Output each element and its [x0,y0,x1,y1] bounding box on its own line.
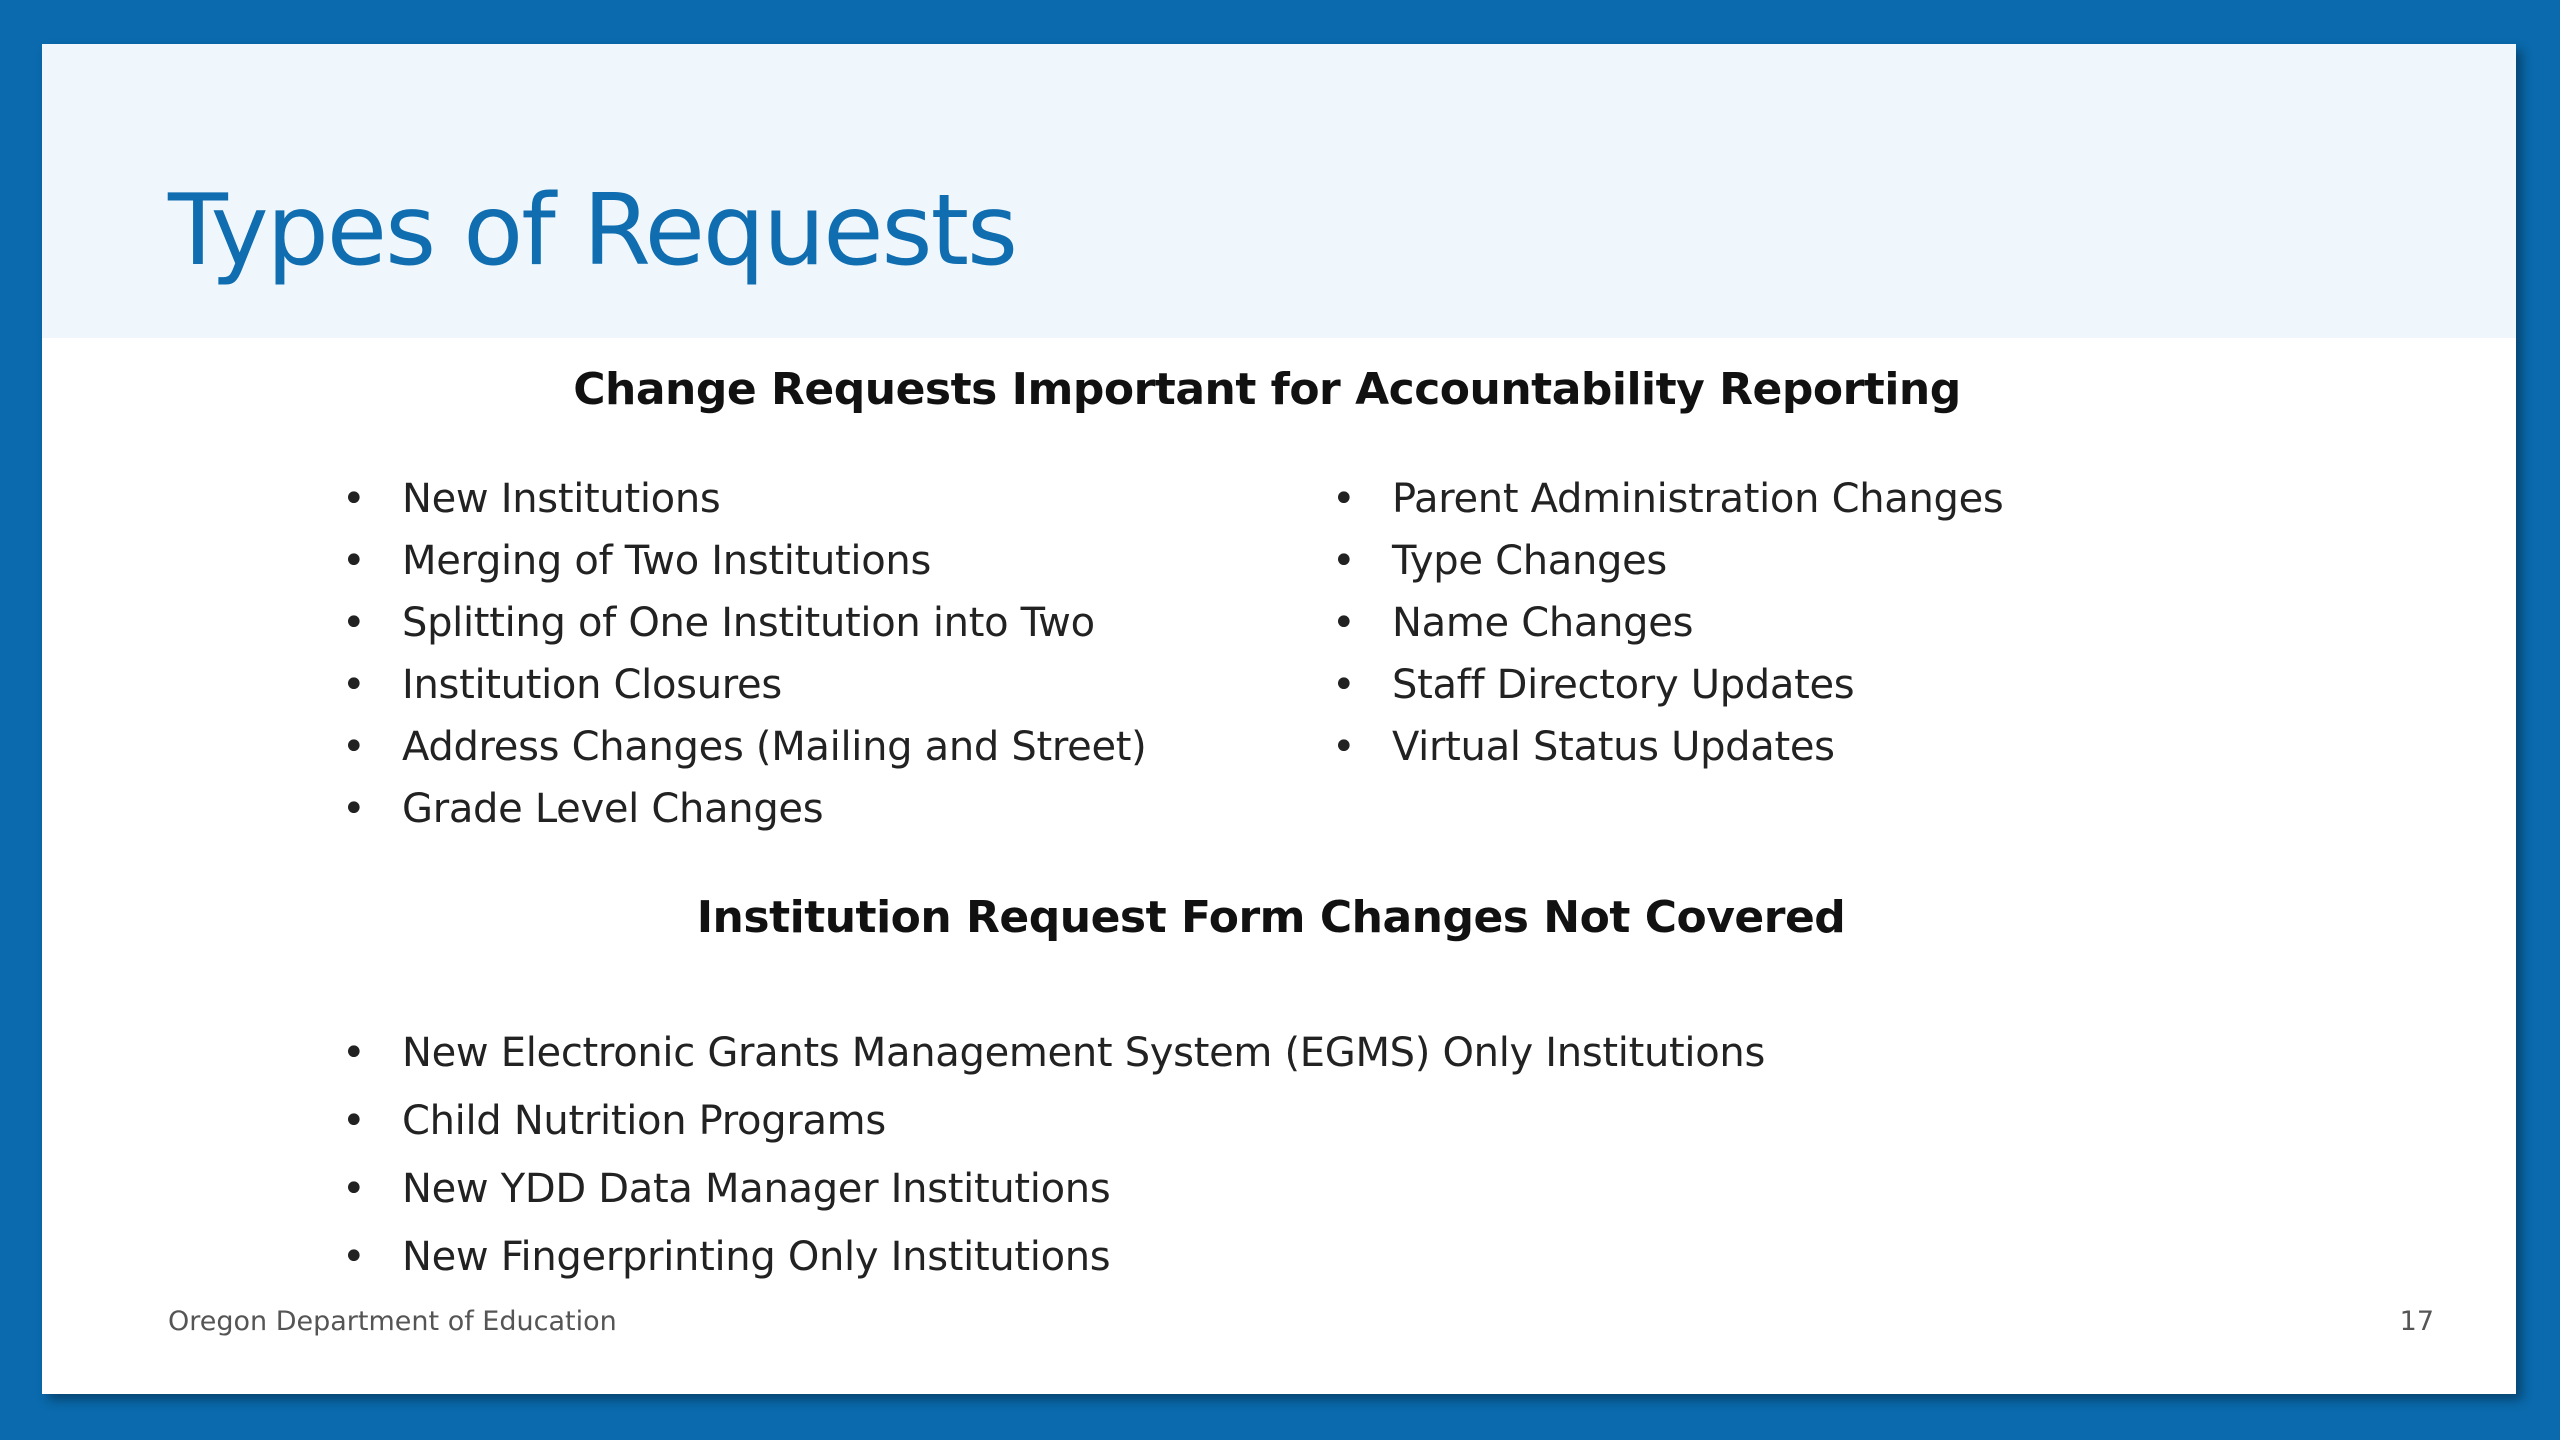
section-heading-accountability: Change Requests Important for Accountability Reporting [573,364,1961,415]
list-item [342,1087,1765,1155]
page-number: 17 [2399,1306,2434,1337]
list-item-text: Address Changes (Mailing and Street) [402,724,1147,770]
list-item-text: Type Changes [1392,538,1667,584]
list-item-text: Name Changes [1392,600,1694,646]
list-item-text: New Electronic Grants Management System (EGMS) Only Institutions [402,1030,1765,1076]
list-item [342,778,1146,840]
list-item-text: Grade Level Changes [402,786,824,832]
bullet-icon: • [342,786,366,832]
accountability-list-left [342,468,1146,840]
bullet-icon: • [342,600,366,646]
list-item [342,1155,1765,1223]
list-item-text: Child Nutrition Programs [402,1098,886,1144]
accountability-list-right [1332,468,2003,778]
list-item [1332,530,2003,592]
list-item [342,1223,1765,1291]
list-item-text: Splitting of One Institution into Two [402,600,1095,646]
list-item-text: Institution Closures [402,662,782,708]
bullet-icon: • [1332,600,1356,646]
slide [42,44,2516,1394]
bullet-icon: • [342,1098,366,1144]
list-item-text: Staff Directory Updates [1392,662,1855,708]
section-heading-not-covered: Institution Request Form Changes Not Covered [696,892,1846,943]
list-item [342,716,1146,778]
not-covered-list [342,1019,1765,1291]
bullet-icon: • [342,1030,366,1076]
bullet-icon: • [342,538,366,584]
title-band [42,44,2516,338]
list-item [342,530,1146,592]
list-item-text: New Fingerprinting Only Institutions [402,1234,1111,1280]
footer-organization: Oregon Department of Education [168,1306,617,1337]
bullet-icon: • [1332,724,1356,770]
list-item [1332,654,2003,716]
list-item [1332,716,2003,778]
list-item-text: New Institutions [402,476,721,522]
bullet-icon: • [342,1234,366,1280]
slide-title: Types of Requests [168,174,1017,288]
bullet-icon: • [342,724,366,770]
bullet-icon: • [342,662,366,708]
bullet-icon: • [342,476,366,522]
list-item [342,468,1146,530]
list-item [1332,592,2003,654]
list-item-text: Parent Administration Changes [1392,476,2004,522]
list-item-text: Merging of Two Institutions [402,538,931,584]
bullet-icon: • [1332,476,1356,522]
bullet-icon: • [1332,662,1356,708]
list-item [1332,468,2003,530]
bullet-icon: • [342,1166,366,1212]
bullet-icon: • [1332,538,1356,584]
list-item-text: Virtual Status Updates [1392,724,1835,770]
list-item [342,592,1146,654]
list-item-text: New YDD Data Manager Institutions [402,1166,1111,1212]
list-item [342,1019,1765,1087]
list-item [342,654,1146,716]
